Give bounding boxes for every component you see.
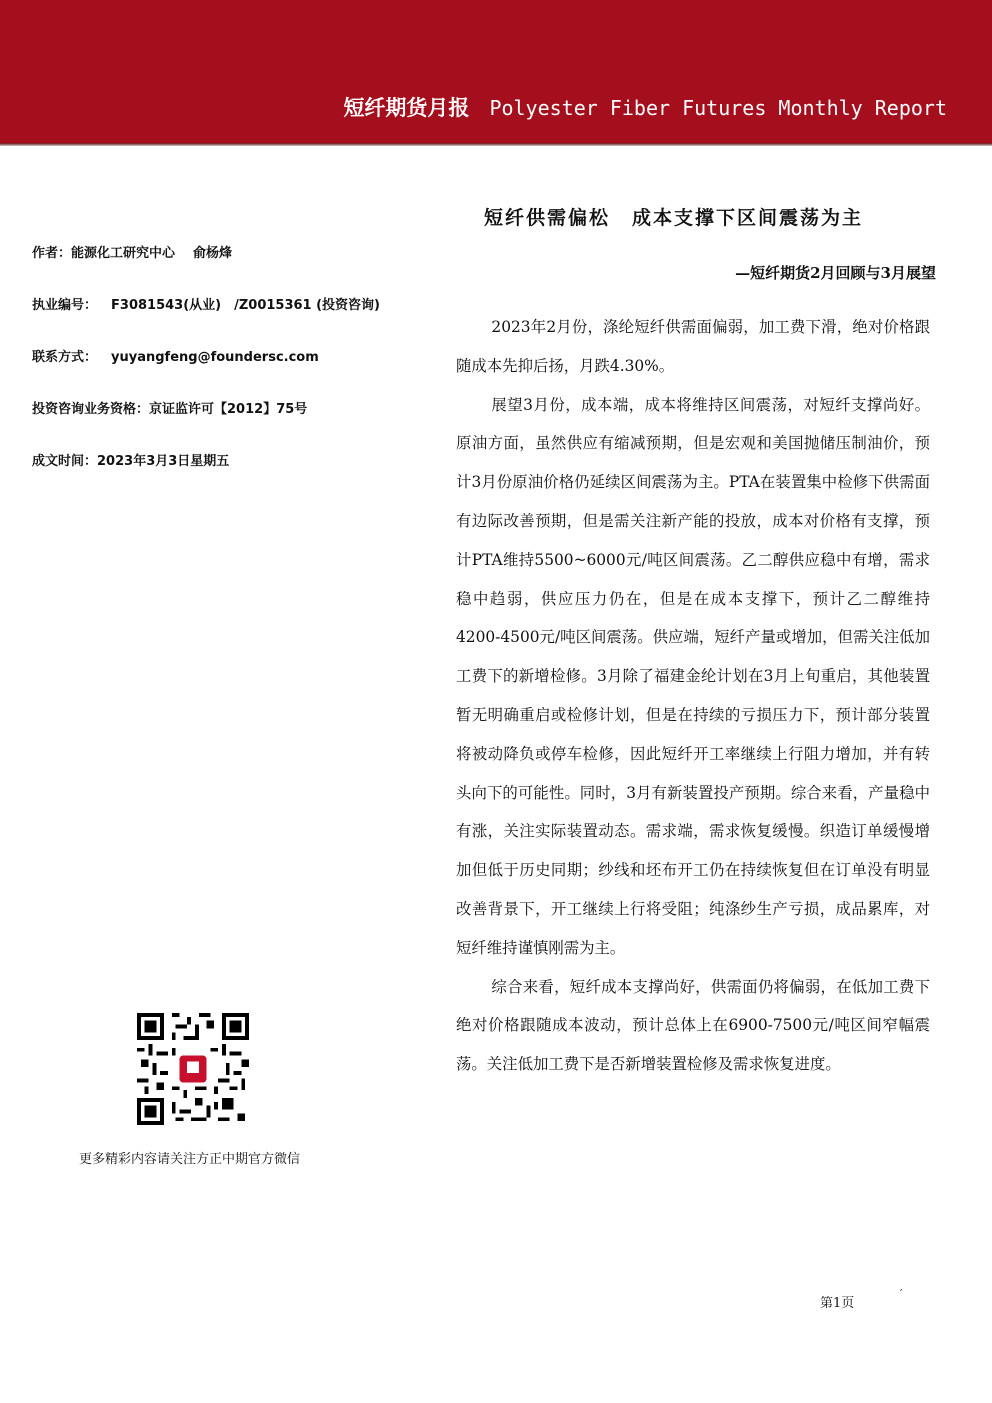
header-banner [0,0,992,143]
banner-divider [0,143,992,146]
qualification-value: 京证监许可【2012】75号 [149,402,308,417]
license-label: 执业编号： [32,298,98,313]
page-mark: ′ [900,1287,903,1300]
report-title [343,92,947,122]
contact-label: 联系方式： [32,350,98,365]
qualification-line [32,398,432,417]
article-title [484,203,863,230]
date-value: 2023年3月3日星期五 [97,454,230,469]
report-title-en: Polyester Fiber Futures Monthly Report [489,96,947,120]
license-value: F3081543(从业) /Z0015361 (投资咨询) [111,298,380,313]
author-label: 作者： [32,246,72,261]
paragraph: 综合来看，短纤成本支撑尚好，供需面仍将偏弱，在低加工费下绝对价格跟随成本波动，预计总体上在6900-7500元/吨区间窄幅震荡。关注低加工费下是否新增装置检修及需求恢复进度。 [456,977,930,1074]
paragraph: 展望3月份，成本端，成本将维持区间震荡，对短纤支撑尚好。原油方面，虽然供应有缩减预期，但是宏观和美国抛储压制油价，预计3月份原油价格仍延续区间震荡为主。PTA在装置集中检修下供需面有边际改善预期，但是需关注新产能的投放，成本对价格有支撑，预计PTA维持5500~6000元/吨区间震荡。乙二醇供应稳中有增，需求稳中趋弱，供应压力仍在，但是在成本支撑下，预计乙二醇维持4200-4500元/吨区间震荡。供应端，短纤产量或增加，但需关注低加工费下的新增检修。3月除了福建金纶计划在3月上旬重启，其他装置暂无明确重启或检修计划，但是在持续的亏损压力下，预计部分装置将被动降负或停车检修，因此短纤开工率继续上行阻力增加，并有转头向下的可能性。同时，3月有新装置投产预期。综合来看，产量稳中有涨，关注实际装置动态。需求端，需求恢复缓慢。织造订单缓慢增加但低于历史同期；纱线和坯布开工仍在持续恢复但在订单没有明显改善背景下，开工继续上行将受阻；纯涤纱生产亏损，成品累库，对短纤维持谨慎刚需为主。 [456,395,930,957]
article-subtitle: —短纤期货2月回顾与3月展望 [735,264,936,282]
contact-email[interactable]: yuyangfeng@foundersc.com [111,350,319,365]
contact-line [32,346,432,365]
author-name: 俞杨烽 [193,246,233,261]
report-title-cn: 短纤期货月报 [343,96,470,120]
page-number: 第1页 [820,1296,855,1311]
qr-caption: 更多精彩内容请关注方正中期官方微信 [79,1152,301,1167]
author-line [32,242,432,261]
date-label: 成文时间： [32,454,98,469]
qr-code-icon [137,1013,249,1125]
author-dept: 能源化工研究中心 [71,246,176,261]
article-title-part2: 成本支撑下区间震荡为主 [632,207,864,229]
article-title-part1: 短纤供需偏松 [484,207,611,229]
license-line [32,294,432,313]
article-body [456,308,930,1084]
paragraph: 2023年2月份，涤纶短纤供需面偏弱，加工费下滑，绝对价格跟随成本先抑后扬，月跌4.30%。 [456,318,930,375]
date-line [32,450,432,469]
qualification-label: 投资咨询业务资格： [32,402,150,417]
